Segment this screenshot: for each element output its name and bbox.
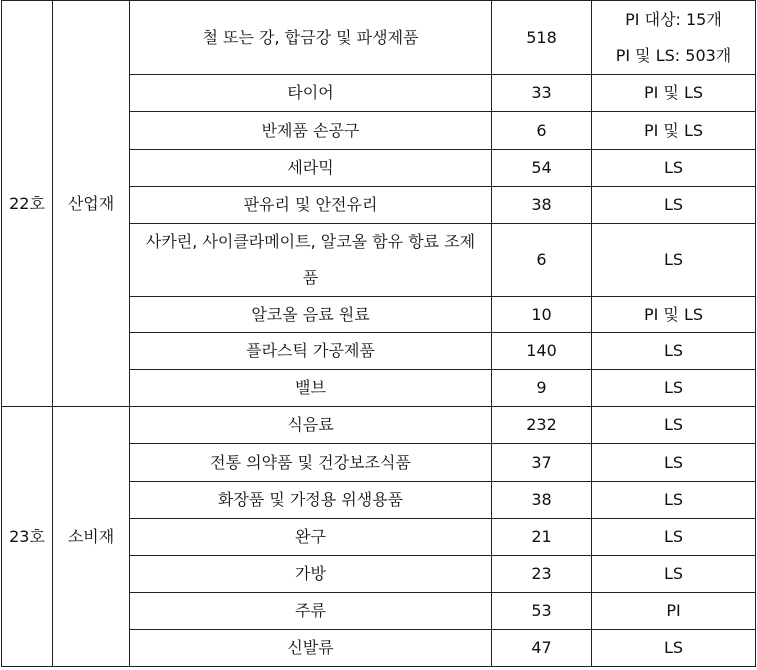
item-name: 전통 의약품 및 건강보조식품 xyxy=(130,444,492,482)
group-code: 22호 xyxy=(2,1,53,407)
item-name: 플라스틱 가공제품 xyxy=(130,333,492,370)
item-measure: LS xyxy=(592,519,756,556)
table-row xyxy=(2,1,756,75)
table-row xyxy=(2,407,756,444)
item-count: 38 xyxy=(492,187,592,224)
item-measure: LS xyxy=(592,187,756,224)
item-name: 판유리 및 안전유리 xyxy=(130,187,492,224)
item-name-line: 품 xyxy=(302,268,319,287)
item-count: 33 xyxy=(492,75,592,112)
item-count: 6 xyxy=(492,112,592,150)
item-name: 타이어 xyxy=(130,75,492,112)
item-count: 38 xyxy=(492,482,592,519)
item-measure: PI 및 LS xyxy=(592,112,756,150)
item-measure: PI xyxy=(592,593,756,630)
item-count: 232 xyxy=(492,407,592,444)
item-count: 9 xyxy=(492,370,592,407)
item-measure: LS xyxy=(592,407,756,444)
item-name: 완구 xyxy=(130,519,492,556)
measure-line: PI 대상: 15개 xyxy=(625,9,722,29)
item-measure: LS xyxy=(592,444,756,482)
item-count: 47 xyxy=(492,630,592,667)
item-measure: LS xyxy=(592,630,756,667)
group-code: 23호 xyxy=(2,407,53,667)
regulation-table xyxy=(1,0,756,667)
item-name: 가방 xyxy=(130,556,492,593)
measure-line: PI 및 LS: 503개 xyxy=(615,45,732,65)
item-name: 화장품 및 가정용 위생용품 xyxy=(130,482,492,519)
item-name: 밸브 xyxy=(130,370,492,407)
item-name: 알코올 음료 원료 xyxy=(130,297,492,333)
item-name xyxy=(130,224,492,297)
item-count: 140 xyxy=(492,333,592,370)
item-count: 518 xyxy=(492,1,592,75)
item-name: 반제품 손공구 xyxy=(130,112,492,150)
item-measure: LS xyxy=(592,224,756,297)
item-count: 6 xyxy=(492,224,592,297)
item-name: 식음료 xyxy=(130,407,492,444)
item-measure: LS xyxy=(592,150,756,187)
item-name: 주류 xyxy=(130,593,492,630)
item-name: 신발류 xyxy=(130,630,492,667)
item-measure: PI 및 LS xyxy=(592,297,756,333)
item-name: 철 또는 강, 합금강 및 파생제품 xyxy=(130,1,492,75)
item-measure: LS xyxy=(592,556,756,593)
item-measure xyxy=(592,1,756,75)
group-category: 산업재 xyxy=(53,1,130,407)
item-measure: LS xyxy=(592,333,756,370)
item-count: 54 xyxy=(492,150,592,187)
item-count: 37 xyxy=(492,444,592,482)
item-measure: PI 및 LS xyxy=(592,75,756,112)
item-measure: LS xyxy=(592,482,756,519)
group-category: 소비재 xyxy=(53,407,130,667)
item-count: 23 xyxy=(492,556,592,593)
item-measure: LS xyxy=(592,370,756,407)
item-count: 10 xyxy=(492,297,592,333)
item-name: 세라믹 xyxy=(130,150,492,187)
item-count: 21 xyxy=(492,519,592,556)
item-name-line: 사카린, 사이클라메이트, 알코올 함유 항료 조제 xyxy=(145,232,476,251)
item-count: 53 xyxy=(492,593,592,630)
